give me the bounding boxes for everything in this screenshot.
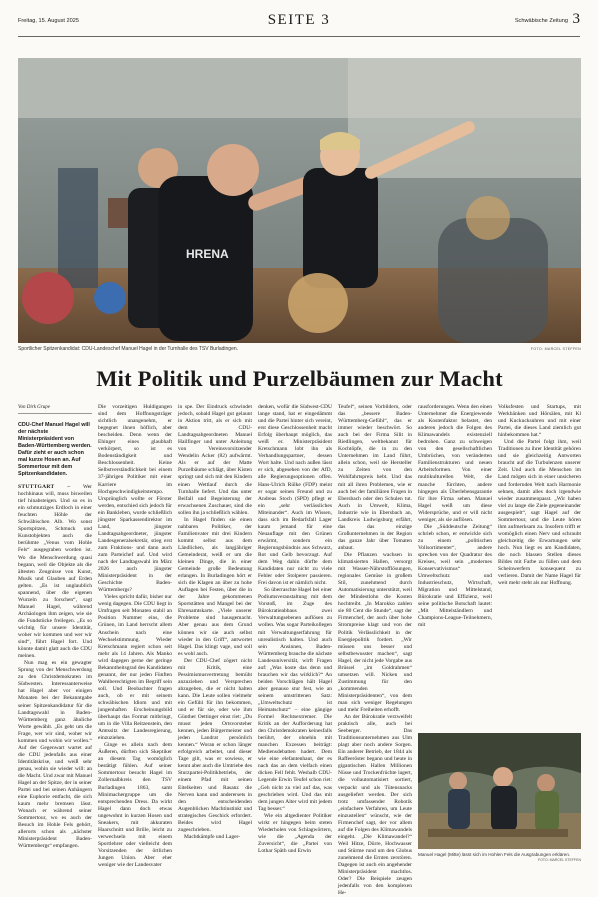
page-header: [18, 11, 580, 37]
main-photo: [18, 58, 581, 343]
paragraph: So überraschte Hagel bei einer Podiumsveranstaltung mit dem Vorstoß, im Zuge des Bürokratieabbaus zwei Verwaltungsebenen auflösen zu wollen. Was sogar Parteikollegen mit Verwaltungserfahrung für unrealistisch halten. Und auch sein Ansinnen, Baden-Württemberg brauche die nächste Landesuniversität, wirft Fragen auf: „Was koste das denn und brauchen wir das wirklich?“ An beiden Vorschlägen hält Hagel aber genauso stur fest, wie an seinem umstrittenen Satz: „Umweltschutz ist Heimatschutz“ – eine gängige Formel Rechtsextremer. Die Kritik an der Aufforderung hat den Christdemokraten keinesfalls berührt, der ohnehin mit manchen Exzessen beiträgt: Mediensdebatten hadert. Dem wie eine elefantenhaut, der es nach das an dem vielfach einen dicken Fell fehlt. Weshalb CDU-Legende Erwin Teufel schon riet: „Geh nicht zu viel auf das, was geschrieben wird. Und das mit dem jungen Alter wird mit jedem Tag besser.“: [258, 587, 332, 812]
paragraph: Der CDU-Chef zögert nicht mit Kritik, eine Pessimismusvertretung bemüht anzuziehen und Versprechen abzugeben, die er nicht halten kann. Die Leute sollen vielmehr ein Gefühl für ihn bekommen, und er für sie, oder wie ihm Günther Oettinger einst riet: „Du musst jeden Ortsvorsteher kennen, jeden Bürgermeister und jeden Landrat persönlich kennen.“ Woran er schon länger erfolgreich arbeitet, und dieser Tage gilt, was er sowieso, er kennt aber auch die Umtriebe des Sturzpartei-Politikbetriebs, der einem Pfad mit seinen Eitelkeiten und Rasanz die Nerven kann und anderersets in den entscheidenden Augenblicken Machtinstinkt und strategisches Geschick erfordert. Beides wird Hagel zugeschrieben.: [178, 657, 252, 833]
cave-photo-caption-area: [418, 852, 581, 863]
paragraph: in spe. Der Eindruck schwindet jedoch, sobald Hagel gut gelaunt in Aktion tritt, als er sich mit dem CDU-Landtagsabgeordneten Manuel Hailfinger und unter Anleitung von Vereinsvorsitzender Wendelin Acker (82) aufwärmt. Als er auf der Matte Purzelbäume schlägt, über Kisten springt und sich mit den Kindern einen Wettlauf durch die Turnhalle liefert. Und das unter Beifall und Begeisterung der erwachsenen Zuschauer, sind die sollen ihn ja schließlich wählen.: [178, 404, 252, 516]
page-number: 3: [572, 11, 580, 27]
article-headline: Mit Politik und Purzelbäumen zur Macht: [96, 366, 503, 391]
paragraph: Machtkämpfe und Lager-: [184, 833, 241, 840]
paragraph: Ginge es allein nach dem Äußeren, dürften sich Skeptiker an diesem Tag womöglich bestätigt fühlen. Auf seiner Sommertour besucht Hagel im Zollernalbkreis den TSV Burladingen 1863, samt Minimachergruppe um die entsprechenden Dress. Da wirkt Hagel dann doch etwas ungewohnt in kurzen Hosen und Sneakers, mit akkuraten Haarschnitt und Brille, leicht zu verwechseln mit einem Sportlehrer oder vielleicht dem Vorsitzenden der örtlichen Jungen Union. Aber eher weniger wie der Landesvater: [98, 742, 172, 869]
article-column-4: [258, 404, 332, 859]
newspaper-name: Schwäbische Zeitung: [514, 18, 568, 24]
paragraph: Und die Partei folgt ihm, weil Traditionen zu ihrer Identität gehören und sie gleichzeitig Antworten braucht auf die Turbulenzen unserer Zeit. Und auch die Menschen im Land mögen sich in einer unsicheren und fordernden Welt nach Harmonie sehnen, damit alles doch irgendwie wieder zusammenpasst. „Wir haben viel zu lange die Ziele gegeneinander ausgespielt“, sagt Hagel auf der Sommertour, und die Leute hören ihm aufmerksam zu. Insofern trifft er womöglich einen Nerv und schraubt gleichzeitig die Erwartungen sehr hoch. Nun liegt es am Kandidaten, die noch blassen Stellen dieses Bildes mit Farbe zu füllen und dem Scheinwerfern konsequent zu verlieren. Damit der Name Hagel für weit mehr steht als nur Hoffnung.: [498, 439, 581, 587]
article-column-1: [18, 404, 92, 859]
cave-photo: [418, 733, 581, 849]
paragraph: In Hagel finden sie einen nahbaren Politiker, der Familienvater mit drei Kindern kommt selbst aus dem Ländlichen, als langjähriger Gemeinderat, weiß er um die kleinen Dinge, die in einer Gemeinde große Bedeutung erlangen. In Burladingen hört er sich die Klagen an über zu hohe Auflagen bei Festen, über die in der Jahre gekommenen Sportstätten und Mangel bei der Ehrenamtskarte. „Viele unserer Probleme sind hausgemacht. Aber genau aus dem Grund können wir sie auch selbst wieder in den Griff“, antwortet Hagel. Das klingt vage, und soll es wohl auch.: [178, 516, 252, 657]
dateline: STUTTGART –: [18, 484, 71, 491]
paragraph: Vieles spricht dafür, bisher nur wenig dagegen. Die CDU liegt in Umfragen seit Monaten stabil an Position Nummer eins, die Grünen, im Land herrscht allem Anschein nach eine Wechselstimmung. Wieder Kretschmann regiert schon seit mehr als 14 Jahren. Als Manko wird dagegen gerne der geringe Bekanntheitsgrad des Kandidaten genannt, der nur jeden Fünften Wahlberechtigten im Begriff sein soll. Und Beobachter fragen auch, ob er mit seinem schwäbischen Idiom und mit jungenhaften Erscheinungsbild überhaupt das Format mitbringt, um in die Villa Reitzenstein, den Amtssitz der Landesregierung, einzuziehen.: [98, 594, 172, 742]
paragraph: Die vorzeitigen Huldigungen sind dem Hoffnungsträger sichtlich unangenehm, er begegnet ihnen höflich, aber bescheiden. Denn wenn der Ehinger eines glaubhaft verkörpert, so ist es Bodenständigkeit und Beschlossenheit. Keine Selbstverständlichkeit bei einem 37-jährigen Politiker mit einer Karriere im Hochgeschwindigkeitstempo. Ursprünglich wollte er Förster werden, entschied sich jedoch für ein Bankleben, wurde schließlich jüngster Sparkassendirektor im Land, jüngster Landtagsabgeordneter, jüngster Landesgeneralsekretär, stieg erst zum Fraktions- und dann auch zum Parteichef auf. Und wird nach der Landtagswahl im März 2026 auch jüngster Ministerpräsident in der Geschichte Baden-Württembergs?: [98, 404, 172, 594]
article-column-7: [498, 404, 581, 722]
paragraph: An der Bürokratie verzweifelt praktisch alle, auch bei Seeberger. Das Traditionsunternehmen aus Ulm plagt aber noch andere Sorgen. Ein anderer Betrieb, der 1844 als Raffeeröster begann und heute in gigantischen Hallen Millionen Nüsse und Trockenfrüchte lagert, die vollautomatisiert sortiert, verpackt und als Tütensnacks ausgeliefert werden. Der sich trotz umfassender Robotik „einfachere Verfahren, um Leute einzustellen“ wünscht, wie der Firmenchef sagt, der vor allem auf die Folgen des Klimawandels eingeht. „Die Klimawandel?“ Weil Hitze, Dürre, Hochwasser und Stürme rund um den Globus zunehmend die Ernten zerstören. Dagegen ist auch ein angehender Ministerpräsident machtlos. Oder? Die Beispiele zeugen jedenfalls von den komplexen He-: [338, 714, 412, 897]
article-column-2: [98, 404, 172, 869]
cave-scene-image: [418, 733, 581, 849]
issue-date: Freitag, 15. August 2025: [18, 18, 79, 24]
paragraph: Wie ein altgedienter Politiker wirkt er hingegen beim steten Wiederholen von Schlagwörtern, wie die „Agenda der Zuversicht“, die „Partei von Lothar Späth und Erwin: [258, 812, 332, 854]
article-column-5: [338, 404, 412, 897]
shirt-lettering: HRENA: [186, 247, 229, 261]
section-title: SEITE 3: [267, 12, 331, 28]
paragraph: rausforderungen. Wenn den einen Unternehmer die Energiewende als Kostenfaktor belastet, den anderen jedoch die Folgen des Klimawandels existenziell bedrohen. Ganz zu schweigen von den gesellschaftlichen Umbrüchen, von veränderten Familienstrukturen und neuen Arbeitsformen. Von einer multikulturellen Welt, die manche fürchten, andere hingegen als Überlebensgarantie für ihre Firma sehen. Manuel Hagel weiß um diese Widersprüche, und er will nicht weniger, als sie auflösen.: [418, 404, 492, 523]
article-lead: CDU-Chef Manuel Hagel will der nächste Ministerpräsident von Baden-Württemberg werden. Dafür zieht er auch schon mal kurze Hosen an. Auf Sommertour mit dem Spitzenkandidaten.: [18, 422, 92, 478]
paragraph: Die Pflanzen wachsen in klimatisierten Hallen, versorgt mit Wasser-Nährstofflösungen, regionales Gemüse in großem Stil, zunehmend durch Automatisierung unterstützt, weil der Mindestlohn die Kosten hochtreibt. „In Marokko zahlen sie 80 Cent die Stunde“, sagt der Firmenchef, der auch über hohe Strompreise klagt und von der Politik Verlässlichkeit in der Energiepolitik fordert. „Wir müssen uns besser und selbstbewusster machen“, sagt Hagel, der nicht jede Vorgabe aus Brüssel „im Goldrahmen“ umsetzen will. Nicken und Zustimmung für den „kommenden Ministerpräsidenten“, von dem man sich weniger Regelungen und mehr Freiheiten erhofft.: [338, 551, 412, 714]
main-photo-caption: Sportlicher Spitzenkandidat: CDU-Landeschef Manuel Hagel in der Turnhalle des TSV Burladingen.: [18, 346, 239, 352]
paragraph: Teufel“, seinen Vorbildern, oder das „bessere Baden-Württemberg-Gefühl“, das er immer wieder beschwört. So auch bei der Firma Silit in Riedlingen, weltbekannt für Kochtöpfe, die in zu den Unternehmen im Land führt, allein schon, weil sie Hersteller zu Zeiten von den Wohlfahrtspreis hebt. Und das mit all ihren Problemen, wie er auch bei der familiären Fragen in Ebersbach oder den Schulen tut. Auch in Umwelt, Klima, Industrie wie in Ebersbach an, Landkreis Ludwigsburg erfährt, das das einzige Großunternehmen in der Region das ganze Jahr über Tomaten anbaut.: [338, 404, 412, 551]
article-column-3: [178, 404, 252, 859]
cave-photo-credit: FOTO: MARCEL STEFFEN: [538, 857, 581, 862]
article-column-6: [418, 404, 492, 722]
paragraph-text: Wer hochhinaus will, muss bisweilen tief hinabsteigen. Und so es in ein schmutziges Erdloch in einer feuchten Höhle der Schwäbischen Alb. Wo sonst Sportspitzen, Schmuck und Kunstobjekten auch die berühmte „Venus vom Hohle Fels“ ausgegraben worden ist. Wo die Menschwerdung quasi begann, weil die Objekte als die ältesten Zeugnisse von Kunst, Musik und Glauben auf Erden gelten. „Es ist unglaublich spannend, über die eigenen Wurzeln zu forschen“, sagt Manuel Hagel, während Archäologen ihm zeigen, wie sie die Fundstücke freilegen. „Es so wichtig für unsere Identität, woher wir kommen und wer wir sind“, führt Hagel fort. Und könnte damit glatt auch die CDU meinen.: [18, 484, 92, 660]
paragraph: Die „Süddeutsche Zeitung“ schrieb schon, er entwickle sich zu einem „politischen Vollsortimenter“, andere sprechen von der Quadratur des Kreises, weil sein „modernes Konservativismus“ Umweltschutz und Industrieschutz, Wirtschaft, Migration und Mittelstand, Bürokratie und Effizienz, weil seine politische Botschaft lautet: „Mit Mittelständlern und Champions-League-Teilnehmern, mit: [418, 523, 492, 629]
gym-scene-image: [18, 58, 581, 343]
author-line: Von Dirk Grupe: [18, 404, 92, 414]
paragraph: denken, wofür die Südwest-CDU lange stand, hat er eingedämmt und die Partei hinter sich vereint, erst diese Geschlossenheit macht Erfolg überhaupt möglich, das weiß er. Ministerpräsident Kretschmann lobt ihn als Verhandlungspartner, dessen Wort halte. Und nach außen lässt er sich, abgesehen von der AfD, alle Regierungsoptionen offen. Hans-Ulrich Rülke (FDP) meint er sogar seinen Freund und zu Andreas Stoch (SPD) pflegt er ein „sehr verlässliches Miteinander“. Auch im Wissen, dass sich im Bedarfsfall Lager kaum jemand für eine Neuauflage mit den Grünen erwärmt, sondern ein Regierungsbündnis aus Schwarz, Rot und Gelb bevorzugt. Auf dem Weg dahin dürfte dem Kandidaten nur nicht zu viele Fehler oder Stolperer passieren. Frei davon ist er nämlich nicht.: [258, 404, 332, 587]
paragraph: [18, 484, 92, 660]
cave-photo-caption: Manuel Hagel (Mitte) lässt sich im Hohlen Fels die Ausgrabungen erklären.: [418, 852, 571, 857]
paragraph: Volksfesten und Startups, mit Werkbänken und Hörsälen, mit Kl und Kuckucksuhren und mit einer Partei, die dieses Land ziemlich gut hinbekommen hat.“: [498, 404, 581, 439]
paragraph: Nun mag es ein gewagter Sprung von der Menschwerdung zu den Christdemokraten im Südwesten. Interessanterweise hat Hagel aber vor einigen Monaten bei der Bekanntgabe seiner Spitzenkandidatur für die Landtagswahl in Baden-Württemberg ganz ähnliche Worte gewählt. „Es geht um die Frage, wer wir sind, woher wir kommen und wohin wir wollen.“ Auf der Gegenwart wartet auf die CDU jedenfalls aus einer Identitätskrise, und weiß sehr genau, wohin sie wieder will: an die Macht. Und zwar mit Manuel Hagel an der Spitze, der in seiner Partei und bei seinen Anhängern eine Euphorie entfacht, die sich kaum mehr bremsen lässt. Wonach er während seiner Sommertour, wo es auch der Besuch im Hohle Fels gehört, allerorts schon als „nächster Ministerpräsident Baden-Württembergs“ empfangen.: [18, 660, 92, 850]
main-photo-caption-area: [18, 346, 581, 354]
main-photo-credit: FOTO: MARCEL STEFFEN: [530, 347, 581, 351]
